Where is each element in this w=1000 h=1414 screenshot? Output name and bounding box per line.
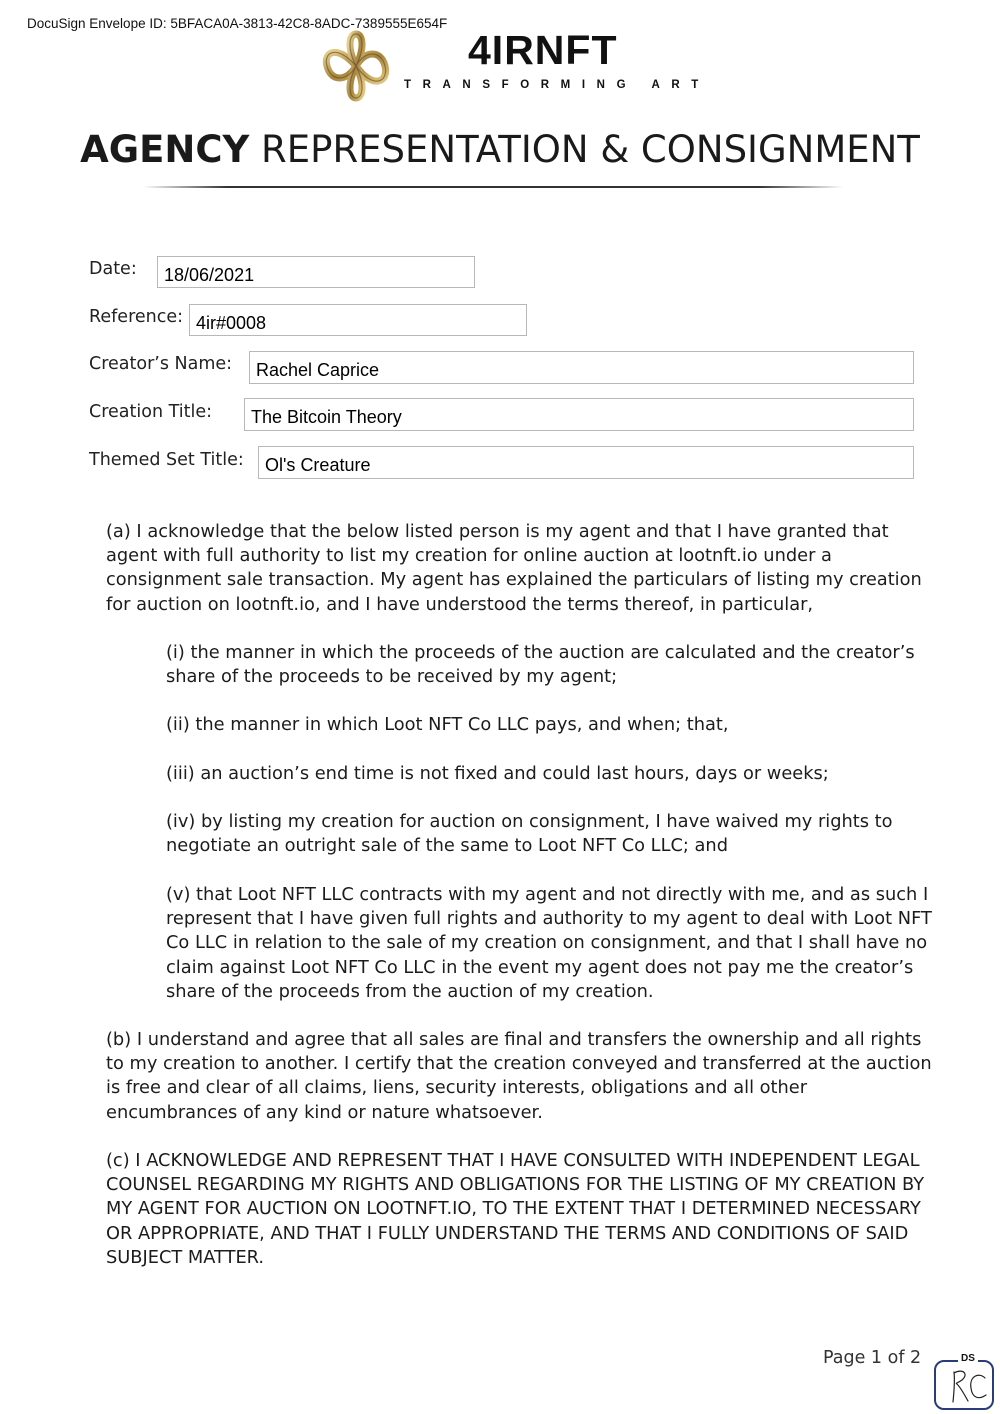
- themed-set-title-label: Themed Set Title:: [89, 450, 244, 470]
- clause-a-iv: (iv) by listing my creation for auction on consignment, I have waived my rights to negotiate an outright sale of the same to Loot NFT Co LLC; and: [166, 811, 893, 857]
- creation-title-field[interactable]: The Bitcoin Theory: [244, 398, 914, 431]
- page-number: Page 1 of 2: [823, 1348, 922, 1368]
- handwritten-initials-icon: [945, 1366, 991, 1406]
- clause-c: (c) I ACKNOWLEDGE AND REPRESENT THAT I HAVE CONSULTED WITH INDEPENDENT LEGAL COUNSEL REGARDING MY RIGHTS AND OBLIGATIONS FOR THE LISTING OF MY CREATION BY MY AGENT FOR AUCTION ON LOOTNFT.IO, TO THE EXTENT THAT I DETERMINED NECESSARY OR APPROPRIATE, AND THAT I FULLY UNDERSTAND THE TERMS AND CONDITIONS OF SAID SUBJECT MATTER.: [106, 1150, 925, 1268]
- brand-name: 4IRNFT: [468, 27, 618, 73]
- reference-label: Reference:: [89, 307, 184, 327]
- brand-tagline: TRANSFORMING ART: [404, 79, 710, 91]
- title-rest: REPRESENTATION & CONSIGNMENT: [261, 128, 920, 171]
- date-label: Date:: [89, 259, 137, 279]
- title-bold: AGENCY: [80, 128, 250, 171]
- reference-field[interactable]: 4ir#0008: [189, 304, 527, 336]
- clause-a-ii: (ii) the manner in which Loot NFT Co LLC pays, and when; that,: [166, 714, 729, 735]
- creator-name-field[interactable]: Rachel Caprice: [249, 351, 914, 384]
- date-field[interactable]: 18/06/2021: [157, 256, 475, 288]
- docusign-envelope-id: DocuSign Envelope ID: 5BFACA0A-3813-42C8-8ADC-7389555E654F: [27, 16, 448, 31]
- creation-title-label: Creation Title:: [89, 402, 213, 422]
- clause-a-iii: (iii) an auction’s end time is not fixed and could last hours, days or weeks;: [166, 763, 829, 784]
- themed-set-title-field[interactable]: Ol's Creature: [258, 446, 914, 479]
- creator-name-label: Creator’s Name:: [89, 354, 233, 374]
- clause-a-v: (v) that Loot NFT LLC contracts with my agent and not directly with me, and as such I represent that I have given full rights and authority to my agent to deal with Loot NFT Co LLC in relation to the sale of my creation on consignment, and that I shall have no claim against Loot NFT Co LLC in the event my agent does not pay me the creator’s share of the proceeds from the auction of my creation.: [166, 884, 932, 1002]
- clause-b: (b) I understand and agree that all sales are final and transfers the ownership and all rights to my creation to another. I certify that the creation conveyed and transferred at the auction is free and clear of all claims, liens, security interests, obligations and all other encumbrances of any kind or nature whatsoever.: [106, 1029, 932, 1123]
- document-title: [0, 128, 1000, 171]
- docusign-badge: DS: [958, 1353, 978, 1364]
- title-divider: [143, 186, 843, 188]
- clause-a-i: (i) the manner in which the proceeds of the auction are calculated and the creator’s share of the proceeds to be received by my agent;: [166, 642, 915, 688]
- clause-a: (a) I acknowledge that the below listed person is my agent and that I have granted that agent with full authority to list my creation for online auction at lootnft.io under a consignment sale transaction. My agent has explained the particulars of listing my creation for auction on lootnft.io, and I have understood the terms thereof, in particular,: [106, 521, 922, 615]
- infinity-knot-logo-icon: [317, 30, 395, 102]
